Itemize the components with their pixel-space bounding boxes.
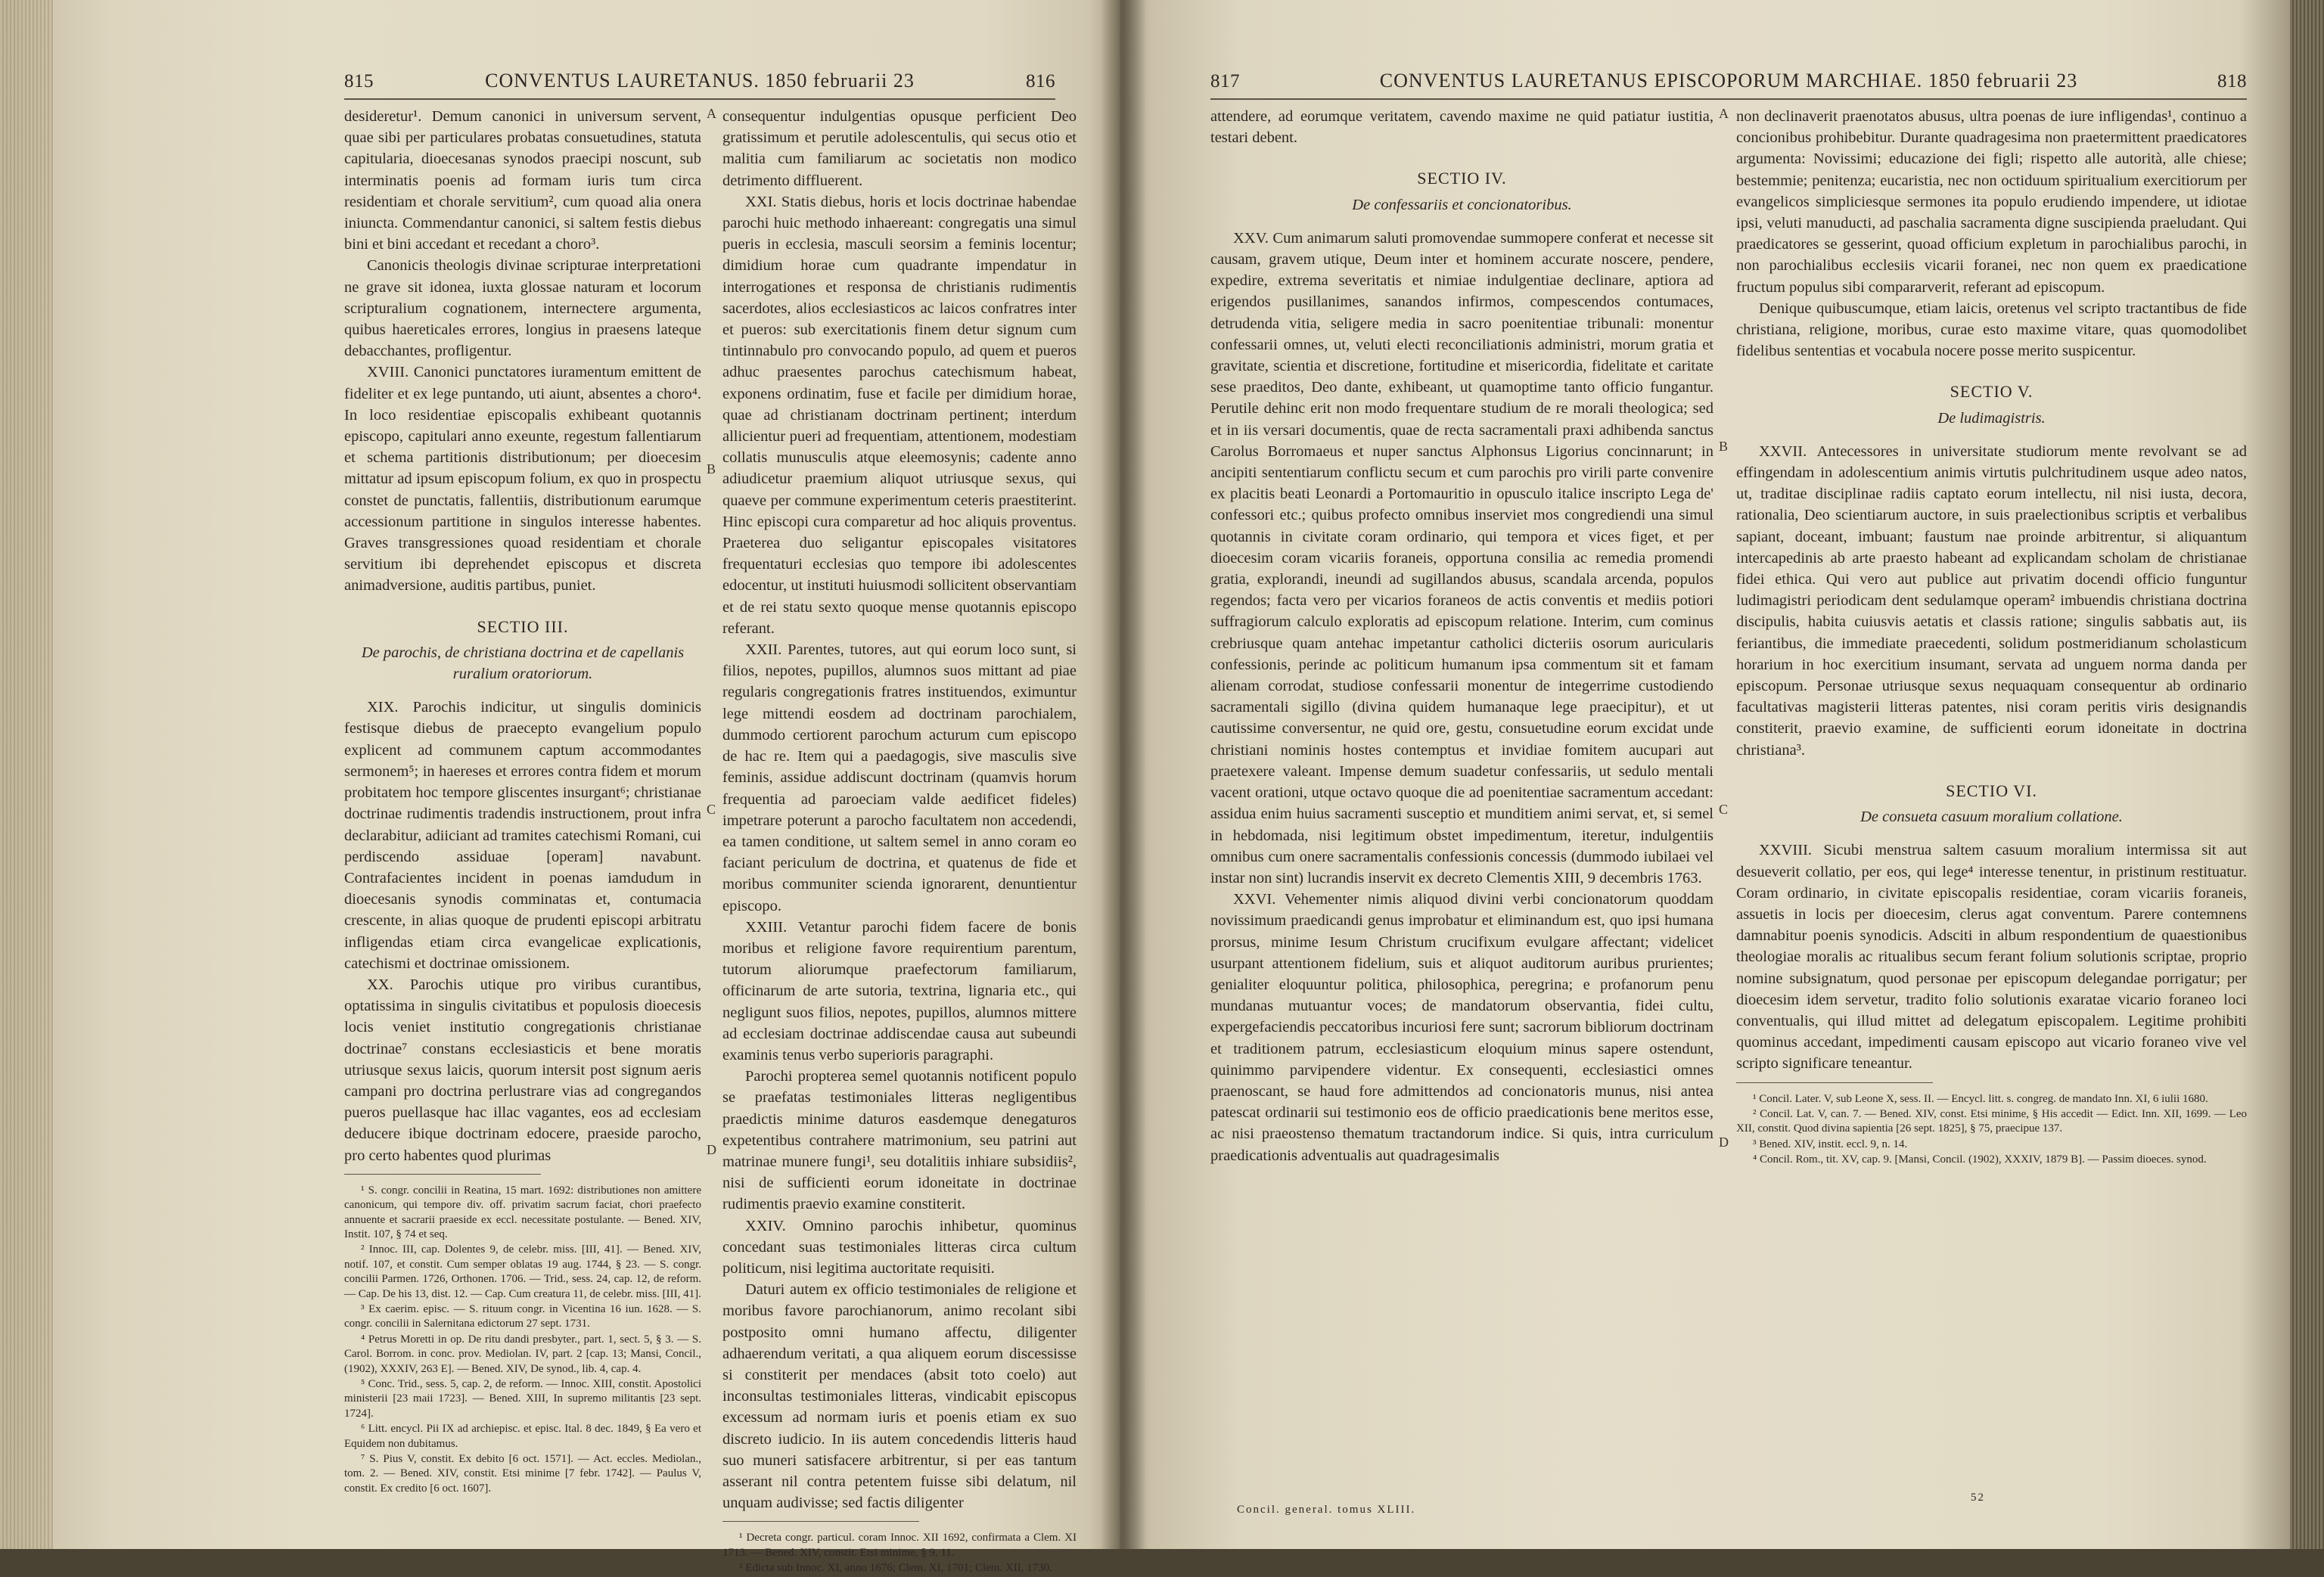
footnote-rule (344, 1174, 541, 1175)
paragraph: consequentur indulgentias opusque perficient Deo gratissimum et perutile adolescentulis, qui secus otio et malitia cum familiarum ac societatis non modico detrimento diffluerent. (722, 108, 1077, 189)
margin-letter: C (707, 802, 716, 817)
header-rule (1210, 98, 2247, 100)
margin-letter: C (1719, 802, 1729, 817)
paragraph: XXI. Statis diebus, horis et locis doctrinae habendae parochi huic methodo inhaereant: congregatis una simul pueris in ecclesia, masculi seorsim a feminis locentur; dimidium horae cum quadrante impendatur in interrogationes et responsa de christianis rudimentis sacerdotes, alios ecclesiasticos ac laicos confratres inter et pueros: sub exercitationis finem detur signum cum tintinnabulo pro convocando populo, ad quem et pueros adhuc praesentes parochus catechismum habeat, exponens ordinatim, fuse et facile per dimidium horae, quae ad christianam doctrinam pertinent; interdum allicientur pueri ad frequentiam, attentionem, modestiam collatis munusculis atque eleemosynis; cadente anno adiudicetur praemium aliquot utriusque sexus, qui quaeve per commune experimentum ceteris praestiterint. Hinc episcopi cura comparetur ad hoc aliquis proventus. Praeterea duo seligantur episcopales visitatores frequentaturi ecclesias quo tempore ibi adolescentes edocentur, ut instituti huiusmodi sollicitent observantiam et de rei statu sexto quoque mense quotannis episcopo referant. (722, 193, 1077, 637)
paragraph: XXIV. Omnino parochis inhibetur, quominus concedant suas testimoniales litteras circa cultum politicum, nisi legitima auctoritate requisiti. (722, 1217, 1077, 1277)
page-edge-stack (0, 0, 53, 1549)
margin-letter: D (707, 1142, 716, 1157)
paragraph: XXII. Parentes, tutores, aut qui eorum loco sunt, si filios, nepotes, pupillos, alumnos suos mittant ad piae regularis congregationis fratres instituendos, eximuntur lege mittendi eosdem ad doctrinam parochialem, dummodo certiorent parochum acturum cum episcopo de hac re. Item qui a paedagogis, sive masculis sive feminis, assidue addiscunt doctrinam (quamvis horum frequentia ad paroeciam valde aedificet fideles) impetrare poterunt a parocho facultatem non accedendi, ea tamen conditione, ut saltem semel in anno coram eo faciant periculum de doctrina, et quatenus de fide et moribus communiter scienda ignorarent, denuntientur episcopo. (722, 641, 1077, 914)
left-page (0, 0, 1120, 1575)
footnote: ² Edicta sub Innoc. XI, anno 1676; Clem. XI, 1701; Clem. XII, 1730. (739, 1562, 1053, 1575)
page-number: 817 (1210, 71, 1240, 92)
footnote: ⁴ Concil. Rom., tit. XV, cap. 9. [Mansi, Concil. (1902), XXXIV, 1879 B]. — Passim dioeces. synod. (1753, 1153, 2207, 1166)
running-head-right (1210, 70, 2247, 92)
footnote: ⁶ Litt. encycl. Pii IX ad archiepisc. et episc. Ital. 8 dec. 1849, § Ea vero et Equidem non dubitamus. (344, 1423, 701, 1450)
sheet-number: 52 (1971, 1492, 1985, 1504)
margin-letter: A (1719, 106, 1729, 121)
paragraph: XXVIII. Sicubi menstrua saltem casuum moralium intermissa sit aut desueverit collatio, per eos, qui lege⁴ interesse tenentur, in pristinum restituatur. Coram ordinario, in civitate episcopalis residentiae, coram vicariis foraneis, assuetis in locis per dioecesim, clerus agat conventum. Parere contemnens damnabitur poenis synodicis. Adsciti in album respondentium de quaestionibus theologiae moralis ac ritualibus secum ferant folium solutionis scriptae, proprio nomine subsignatum, quod personae per episcopum delegandae porrigatur; per dioecesim idem servetur, tradito folio solutionis exaratae vicario foraneo loci conventualis, qui illud mittet ad delegatum episcopalem. Legitime prohibiti quominus accedant, impedimenti causam episcopo aut vicario foraneo vive vel scripto significare teneantur. (1736, 842, 2247, 1073)
section-heading: SECTIO III. (477, 616, 569, 636)
footnote-rule (722, 1521, 919, 1522)
running-title: CONVENTUS LAURETANUS. 1850 februarii 23 (485, 70, 915, 92)
margin-letter: A (707, 106, 716, 121)
footnote: ¹ S. congr. concilii in Reatina, 15 mart. 1692: distributiones non amittere canonicum, qui tempore div. off. privatim sacrum faciat, chori praefecto annuente et sacrarii praeside ex eccl. necessitate postulante. — Bened. XIV, Instit. 107, § 74 et seq. (344, 1184, 701, 1240)
footnote: ⁷ S. Pius V, constit. Ex debito [6 oct. 1571]. — Act. eccles. Mediolan., tom. 2. — Bened. XIV, constit. Etsi minime [7 febr. 1742]. — Paulus V, constit. Ex credito [6 oct. 1607]. (344, 1453, 701, 1495)
section-heading: SECTIO IV. (1417, 169, 1507, 188)
margin-letter: B (1719, 439, 1729, 454)
signature-line: Concil. general. tomus XLIII. (1237, 1504, 1416, 1516)
paragraph: XX. Parochis utique pro viribus curantibus, optatissima in singulis civitatibus et populosis dioecesis locis veniet institutio congregationis christianae doctrinae⁷ constans ecclesiasticis et bene moratis utriusque sexus laicis, quorum intersit post signum aeris campani pro doctrina perlustrare vias ad congregandos pueros puellasque hac illac vagantes, eos ad ecclesiam deducere ibique doctrinam edocere, praeside parocho, pro certo habentes quod plurimas (344, 976, 701, 1164)
footnote: ³ Ex caerim. episc. — S. rituum congr. in Vicentina 16 iun. 1628. — S. congr. concilii in Salernitana edictorum 27 sept. 1731. (344, 1303, 701, 1330)
header-rule (344, 98, 1055, 100)
left-column-1 (344, 106, 701, 1497)
right-page (1120, 0, 2324, 1549)
footnote: ³ Bened. XIV, instit. eccl. 9, n. 14. (1753, 1138, 1908, 1150)
paragraph: Canonicis theologis divinae scripturae interpretationi ne grave sit idonea, iuxta glossae naturam et locorum scripturalium cognationem, internectere argumenta, quibus haereticales errores, longius in praesens lateque debacchantes, profligentur. (344, 257, 701, 360)
footnotes (1736, 1092, 2247, 1168)
paragraph: XXIII. Vetantur parochi fidem facere de bonis moribus et religione favore requirentium parentum, tutorum aliorumque praefectorum familiarum, officinarum de arte sutoria, textrina, lignaria etc., qui negligunt suos filios, nepotes, pupillos, alumnos mittere ad ecclesiam doctrinae addiscendae causa aut subeundi examinis tenus verbo superioris paragraphi. (722, 918, 1077, 1063)
page-number: 815 (344, 71, 374, 92)
left-column-2 (722, 106, 1077, 1577)
footnote: ⁵ Conc. Trid., sess. 5, cap. 2, de reform. — Innoc. XIII, constit. Apostolici ministerii [23 maii 1723]. — Bened. XIII, In supremo militantis [23 sept. 1724]. (344, 1378, 701, 1420)
section-heading: SECTIO VI. (1946, 781, 2037, 800)
footnote-rule (1736, 1082, 1933, 1083)
section-subtitle: De confessariis et concionatoribus. (1352, 196, 1572, 213)
paragraph: XXV. Cum animarum saluti promovendae summopere conferat et necesse sit causam, gravem utique, Deum inter et hominem accurate noscere, pendere, expedire, extrema severitatis et nimiae indulgentiae declinare, aptiora ad erigendos pusillanimes, sanandos infirmos, compescendos contumaces, detrudenda vitia, seligere media in sacro poenitentiae tribunali: monentur confessarii omnes, ut, veluti electi reconciliationis administri, morum gratia et gravitate, scientia et discretione, fortitudine et misericordia, fidelitate et caritate sese praeditos, Deo dante, exhibeant, ut quamoptime tanto officio fungantur. Perutile dehinc erit non modo frequentare studium de re morali theologica; sed et in iis versari documentis, quae de recta sacramentali praxi adhibenda sanctus Carolus Borromaeus et nuper sanctus Alphonsus Ligorius concinnarunt; in ancipiti sententiarum conflictu secum et cum parochis pro virili parte convenire ex placitis beati Leonardi a Portomauritio in opusculo italice inscripto Lega de' confessori etc.; quibus profecto omnibus inserviet mos congrediendi una simul quotannis in civitate coram ordinario, qui tempora et vices figet, et per dioecesim coram vicariis foraneis, opportuna consilia ac remedia promendi gratia, explorandi, ineundi ad sugillandos abusus, scandala arcenda, populos regendos; facta vero per vicarios foraneos de actis conventis et mediis potiori suffragiorum calculo exploratis ad episcopum relatione. Interim, cum cominus crebriusque quam antehac impetantur catholici dicteriis osorum auricularis confessionis, perinde ac politicum humanum ipsa commentum sit et famam alienam corrodat, studiose confessarii monentur de integerrime custodiendo sacramentali sigillo (divina quidem humanaque lege praecipitur), et ut cautissime conversentur, ne quid ore, gestu, consuetudine eorum excidat unde christiani nominis hostes contemptus et invidiae fomitem aucupari aut praetexere valeant. Impense demum suadetur confessariis, ut sedulo mentali vacent orationi, utque octavo quoque die ad poenitentiae sacramentum accedant: assidua enim huius sacramenti susceptio et munditiem animi servat, et, si semel in hebdomada, nisi legitimum obstet impedimentum, iteretur, indulgentiis omnibus cum onere sacramentalis confessionis concessis (dummodo iubilaei vel instar non sint) lucrandis inservit ex decreto Clementis XIII, 9 decembris 1763. (1210, 229, 1713, 886)
footnote: ² Concil. Lat. V, can. 7. — Bened. XIV, const. Etsi minime, § His accedit — Edict. Inn. XII, 1699. — Leo XII, constit. Quod divina sapientia [26 sept. 1825], § 75, praecipue 137. (1736, 1107, 2247, 1135)
book-gutter (1101, 0, 1146, 1549)
footnote: ⁴ Petrus Moretti in op. De ritu dandi presbyter., part. 1, sect. 5, § 3. — S. Carol. Borrom. in conc. prov. Mediolan. IV, part. 2 [cap. 13; Mansi, Concil., (1902), XXXIV, 263 E]. — Bened. XIV, De synod., lib. 4, cap. 4. (344, 1333, 701, 1375)
footnote: ² Innoc. III, cap. Dolentes 9, de celebr. miss. [III, 41]. — Bened. XIV, notif. 107, et constit. Cum semper oblatas 19 aug. 1744, § 23. — S. congr. concilii Parmen. 1726, Orthonen. 1706. — Trid., sess. 24, cap. 12, de reform. — Cap. De his 13, dist. 12. — Cap. Cum creatura 11, de celebr. miss. [III, 41]. (344, 1243, 701, 1300)
paragraph: XXVII. Antecessores in universitate studiorum mente revolvant se ad effingendam in adolescentium animis virtutis pulchritudinem usque adeo natos, ut, traditae disciplinae radiis captato eorum intellectu, nil nisi iusta, decora, rationalia, Deo scientiarum auctore, in suis praelectionibus scriptis et verbalibus sapiant, doceant, imbuant; faustum nae proinde arbitrentur, si aliquantum intercapedinis ab arte praesto habeant ad explicandam scholam de christianae fidei ethica. Qui vero aut publice aut privatim docendi officio funguntur ludimagistri periodicam dent sedulamque operam² imbuendis christiana doctrina discipulis, habita cuiusvis aetatis et classis ratione; singulis sabbatis aut, iis feriantibus, die immediate praecedenti, solidum postmeridianum scholasticum horarium in hoc exercitium insumant, servata ad unguem norma danda per episcopum. Personae utriusque sexus nequaquam consequentur ab ordinario facultativas magisterii litteras patentes, nisi coram peritis viris designandis constiterit, praevio examine, de sufficienti eorum idoneitate in doctrina christiana³. (1736, 442, 2247, 759)
margin-letter: D (1719, 1135, 1729, 1150)
right-column-2 (1736, 106, 2247, 1169)
paragraph: Daturi autem ex officio testimoniales de religione et moribus favore parochianorum, animo recolant sibi postposito omni humano affectu, diligenter adhaerendum veritati, a qua aliquem eorum discessisse si constiterit per mendaces (absit toto coelo) aut inconsultas testimoniales litteras, vindicabit episcopus excessum ad normam iuris et poenis etiam ex suo discreto iudicio. In iis autem concedendis litteris haud suo muneri satisfacere arbitrentur, si per eas tantum asserant nil contra petentem fuisse sibi delatum, nil unquam audivisse; sed factis diligenter (722, 1281, 1077, 1512)
paragraph: XIX. Parochis indicitur, ut singulis dominicis festisque diebus de praecepto evangelium populo explicent ad communem captum accommodantes sermonem⁵; in haereses et errores contra fidem et morum probitatem hoc tempore gliscentes insurgant⁶; christianae doctrinae rudimentis tradendis instructionem, prout infra declarabitur, adiiciant ad tramites catechismi Romani, cui perdiscendo assiduae [operam] navabunt. Contrafacientes incident in poenas iamdudum in dioecesanis synodis comminatas et, contumacia crescente, in alias quoque de prudenti episcopi arbitratu infligendas etiam circa evangelicae explicationis, catechismi et doctrinae omissionem. (344, 699, 701, 972)
page-number: 818 (2217, 71, 2247, 92)
running-title: CONVENTUS LAURETANUS EPISCOPORUM MARCHIAE. 1850 februarii 23 (1379, 70, 2078, 92)
section-subtitle: De consueta casuum moralium collatione. (1860, 809, 2123, 826)
footnotes (722, 1531, 1077, 1575)
paragraph: Parochi propterea semel quotannis notificent populo se praefatas testimoniales litteras negligentibus praedictis minime daturos easdemque denegaturos expetentibus contrahere matrimonium, seu patrini aut matrinae munere fungi¹, seu dotalitiis inhiare subsidiis², nisi de sufficienti eorum idoneitate in doctrinae rudimentis praevio examine constiterit. (722, 1068, 1077, 1213)
running-head-left (344, 70, 1055, 92)
section-subtitle: De ludimagistris. (1937, 409, 2046, 427)
footnote: ¹ Concil. Later. V, sub Leone X, sess. II. — Encycl. litt. s. congreg. de mandato Inn. XI, 6 iulii 1680. (1753, 1092, 2208, 1105)
section-subtitle: De parochis, de christiana doctrina et de capellanis ruralium oratoriorum. (361, 644, 685, 683)
paragraph: Denique quibuscumque, etiam laicis, oretenus vel scripto tractantibus de fide christiana, religione, moribus, curae esto maxime vitare, quas quomodolibet fidelibus sententias et vocabula nocere posse merito suspicentur. (1736, 300, 2247, 360)
paragraph: non declinaverit praenotatos abusus, ultra poenas de iure infligendas¹, continuo a concionibus prohibebitur. Durante quadragesima non praetermittent praedicatores argumenta: Novissimi; educazione dei figli; rispetto alle autorità, alle chiese; bestemmie; penitenza; eucaristia, nec non octiduum spiritualium exercitiorum per evangelicos simpliciesque sermones ita populo erudiendo impendere, ut idiotae ipsi, veluti manuducti, ad paschalia sacramenta digne suscipienda praeludant. Qui praedicatores se gesserint, quoad officium expletum in parochialibus parochi, in non parochialibus ecclesiis vicarii foranei, nec non quem ex praedicatione fructum populus sibi compararverit, referant ad episcopum. (1736, 108, 2247, 296)
right-column-1 (1210, 106, 1713, 1166)
footnotes (344, 1184, 701, 1497)
page-number: 816 (1025, 71, 1055, 92)
paragraph: desideretur¹. Demum canonici in universum servent, quae sibi per particulares probatas consuetudines, statuta capitularia, dioecesanas synodos praecipi noscunt, sub interminatis poenis ad formam iuris tum circa residentiam et chorale servitium², cum quoad alia onera iniuncta. Commendantur canonici, si saltem festis diebus bini et bini accedant et recedant a choro³. (344, 108, 701, 253)
footnote: ¹ Decreta congr. particul. coram Innoc. XII 1692, confirmata a Clem. XI 1713. — Bened. XIV, constit. Etsi minime, § 9, 11. (722, 1532, 1077, 1559)
page-edge-stack (2290, 0, 2324, 1549)
paragraph: XVIII. Canonici punctatores iuramentum emittent de fideliter et ex lege puntando, uti aiunt, absentes a choro⁴. In loco residentiae episcopalis exhibeant quotannis episcopo, capitulari anno exeunte, regestum fallentiarum et schema partitionis distributionum; per dioecesim mittatur ad ipsum episcopum folium, ex quo in prospectu constet de punctatis, fallentiis, distributionum earumque accessionum partitione in singulos interesse habentes. Graves transgressiones quoad residentiam et chorale servitium ibi deprehendet episcopus et discreta animadversione, auditis partibus, puniet. (344, 364, 701, 594)
paragraph: attendere, ad eorumque veritatem, cavendo maxime ne quid patiatur iustitia, testari debent. (1210, 108, 1713, 147)
paragraph: XXVI. Vehementer nimis aliquod divini verbi concionatorum quoddam novissimum praedicandi genus improbatur et eliminandum est, quo ipsi humana prorsus, minime Iesum Christum crucifixum evulgare affectant; videlicet usurpant attentionem fidelium, suis et aliquot auditorum auribus prurientes; genialiter eloquuntur politica, philosophica, peregrina; e profanorum penu mundanas mutuantur voces; de mandatorum observantia, fidei cultu, expergefaciendis peccatoribus incuriosi fere sunt; sacrorum bibliorum doctrinam et traditionem patrum, ecclesiasticum eloquium minus sapere ostendunt, quinimmo parvipendere videntur. Ex consequenti, ecclesiastici omnes praenoscant, se haud fore admittendos ad concionatoris munus, nisi antea patescat ordinarii sui testimonio eos de officio praedicationis bene meritos esse, ac nisi praeostenso thematum tractandorum indice. Si quis, intra curriculum praedicationis adventualis aut quadragesimalis (1210, 891, 1713, 1164)
margin-letter: B (707, 461, 716, 477)
section-heading: SECTIO V. (1950, 382, 2034, 402)
